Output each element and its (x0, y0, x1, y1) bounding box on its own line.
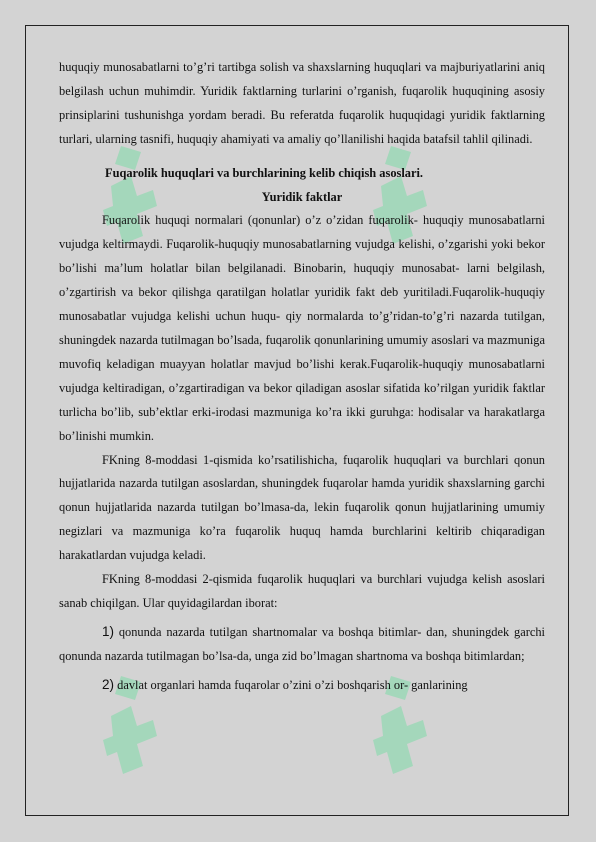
intro-paragraph: huquqiy munosabatlarni to’g’ri tartibga solish va shaxslarning huquqlari va majburiyatlarini aniq belgilash uchun muhimdir. Yuridik faktlarning turlarini o’rganish, fuqarolik huquqining asosiy prinsiplarini tushunishga yordam beradi. Bu referatda fuqarolik huquqidagi yuridik faktlarning turlari, ularning tasnifi, huquqiy ahamiyati va amaliy qo’llanilishi haqida batafsil tahlil qilinadi. (59, 60, 545, 146)
list-item-number: 1) (102, 623, 115, 639)
document-body (59, 56, 545, 698)
list-item (59, 620, 545, 669)
paragraph-article-8-part-2: FKning 8-moddasi 2-qismida fuqarolik huquqlari va burchlari vujudga kelish asoslari sanab chiqilgan. Ular quyidagilardan iborat: (59, 572, 545, 610)
section-subheading: Yuridik faktlar (261, 189, 343, 204)
list-item-text: davlat organlari hamda fuqarolar o’zini o’zi boshqarish or- ganlarining (117, 677, 468, 692)
section-heading: Fuqarolik huquqlari va burchlarining kelib chiqish asoslari. (105, 165, 424, 180)
list-item (59, 673, 545, 698)
paragraph-article-8-part-1: FKning 8-moddasi 1-qismida ko’rsatilishicha, fuqarolik huquqlari va burchlari qonun hujjatlarida nazarda tutilgan asoslardan, shuningdek fuqarolar hamda yuridik shaxslarning garchi qonun hujjatlarida nazarda tutilgan bo’lmasa-da, lekin fuqarolik qonun hujjatlarining umumiy negizlari va mazmuniga ko’ra fuqarolik huquq hamda burchlarini keltirib chiqaradigan harakatlardan vujudga keladi. (59, 452, 545, 563)
list-item-text: qonunda nazarda tutilgan shartnomalar va boshqa bitimlar- dan, shuningdek garchi qonunda nazarda tutilmagan bo’lsa-da, unga zid bo’lmagan shartnoma va boshqa bitimlardan; (59, 624, 545, 663)
document-page (25, 25, 569, 816)
list-item-number: 2) (102, 676, 115, 692)
paragraph-legal-facts: Fuqarolik huquqi normalari (qonunlar) o’z o’zidan fuqarolik- huquqiy munosabatlarni vujudga keltirmaydi. Fuqarolik-huquqiy munosabatlarning vujudga kelishi, o’zgarishi yoki bekor bo’lishi ma’lum holatlar bilan belgilanadi. Binobarin, huquqiy munosabat- larni belgilash, o’zgartirish va bekor qilishga qaratilgan holatlar yuridik fakt deb yuritiladi.Fuqarolik-huquqiy munosabatlar vujudga kelishi uchun huqu- qiy normalarda to’g’ridan-to’g’ri nazarda tutilgan, shuningdek nazarda tutilmagan bo’lsada, fuqarolik qonunlarining umumiy asoslari va mazmuniga muvofiq keladigan muayyan holatlar mavjud bo’lishi kerak.Fuqarolik-huquqiy munosabatlarni vujudga keltiradigan, o’zgartiradigan va bekor qiladigan asoslar sifatida ko’rilgan yuridik faktlar turlicha bo’lib, sub’ektlar erki-irodasi mazmuniga ko’ra ikki guruhga: hodisalar va harakatlarga bo’linishi mumkin. (59, 213, 545, 443)
